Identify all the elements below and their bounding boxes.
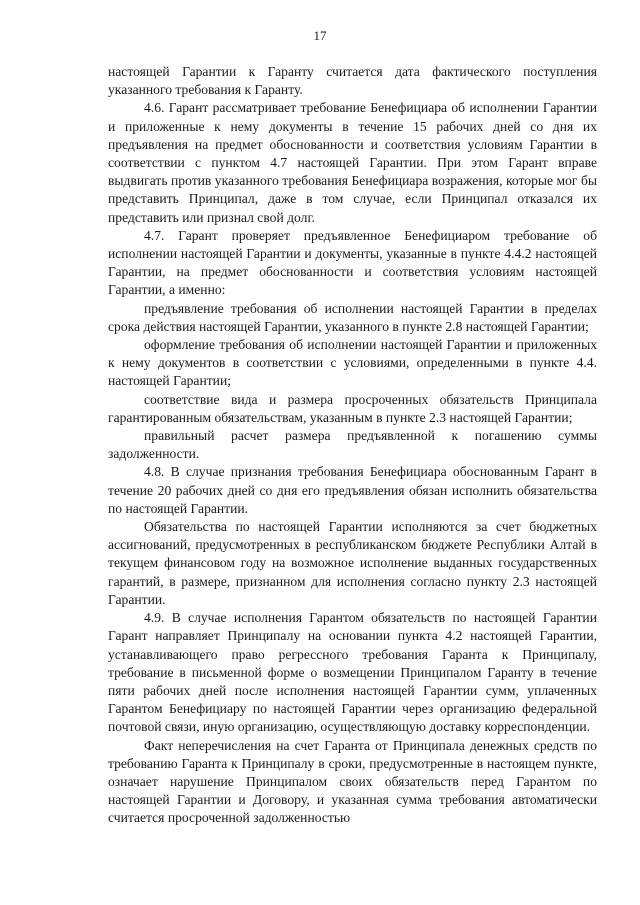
paragraph-4-8: 4.8. В случае признания требования Бенефициара обоснованным Гарант в течение 20 рабочих дней со дня его предъявления обязан исполнить обязательства по настоящей Гарантии. — [108, 464, 597, 516]
document-body — [108, 63, 597, 828]
paragraph-4-7-item-term: предъявление требования об исполнении настоящей Гарантии в пределах срока действия настоящей Гарантии, указанного в пункте 2.8 настоящей Гарантии; — [108, 300, 597, 334]
paragraph-obligations: Обязательства по настоящей Гарантии исполняются за счет бюджетных ассигнований, предусмотренных в республиканском бюджете Республики Алтай в текущем финансовом году на возможное исполнение выданных государственных гарантий, в размере, признанном для исполнения согласно пункту 2.3 настоящей Гарантии. — [108, 519, 597, 607]
page-number: 17 — [313, 28, 327, 43]
paragraph-4-7: 4.7. Гарант проверяет предъявленное Бенефициаром требование об исполнении настоящей Гарантии и документы, указанные в пункте 4.4.2 настоящей Гарантии, на предмет обоснованности и соответствия условиям настоящей Гарантии, а именно: — [108, 227, 597, 298]
paragraph-4-9: 4.9. В случае исполнения Гарантом обязательств по настоящей Гарантии Гарант направляет Принципалу на основании пункта 4.2 настоящей Гарантии, устанавливающего право регрессного требования Гаранта к Принципалу, требование в письменной форме о возмещении Принципалом Гаранту в течение пяти рабочих дней после исполнения настоящей Гарантии сумм, уплаченных Гарантом Бенефициару по настоящей Гарантии через организацию федеральной почтовой связи, иную организацию, осуществляющую доставку корреспонденции. — [108, 610, 597, 735]
paragraph-4-7-item-formatting: оформление требования об исполнении настоящей Гарантии и приложенных к нему документов в соответствии с условиями, определенными в пункте 4.4. настоящей Гарантии; — [108, 337, 597, 389]
paragraph-continuation: настоящей Гарантии к Гаранту считается дата фактического поступления указанного требования к Гаранту. — [108, 64, 597, 98]
paragraph-4-7-item-calculation: правильный расчет размера предъявленной к погашению суммы задолженности. — [108, 428, 597, 462]
paragraph-4-7-item-conformity: соответствие вида и размера просроченных обязательств Принципала гарантированным обязательствам, указанным в пункте 2.3 настоящей Гарантии; — [108, 391, 597, 425]
paragraph-non-transfer: Факт неперечисления на счет Гаранта от Принципала денежных средств по требованию Гаранта к Принципалу в сроки, предусмотренные в настоящем пункте, означает нарушение Принципалом своих обязательств перед Гарантом по настоящей Гарантии и Договору, и указанная сумма требования автоматически считается просроченной задолженностью — [108, 737, 597, 826]
paragraph-4-6: 4.6. Гарант рассматривает требование Бенефициара об исполнении Гарантии и приложенные к нему документы в течение 15 рабочих дней со дня их предъявления на предмет обоснованности и соответствия условиям Гарантии в соответствии с пунктом 4.7 настоящей Гарантии. При этом Гарант вправе выдвигать против указанного требования Бенефициара возражения, которые мог бы представить Принципал, даже в том случае, если Принципал отказался их представить или признал свой долг. — [108, 100, 597, 225]
